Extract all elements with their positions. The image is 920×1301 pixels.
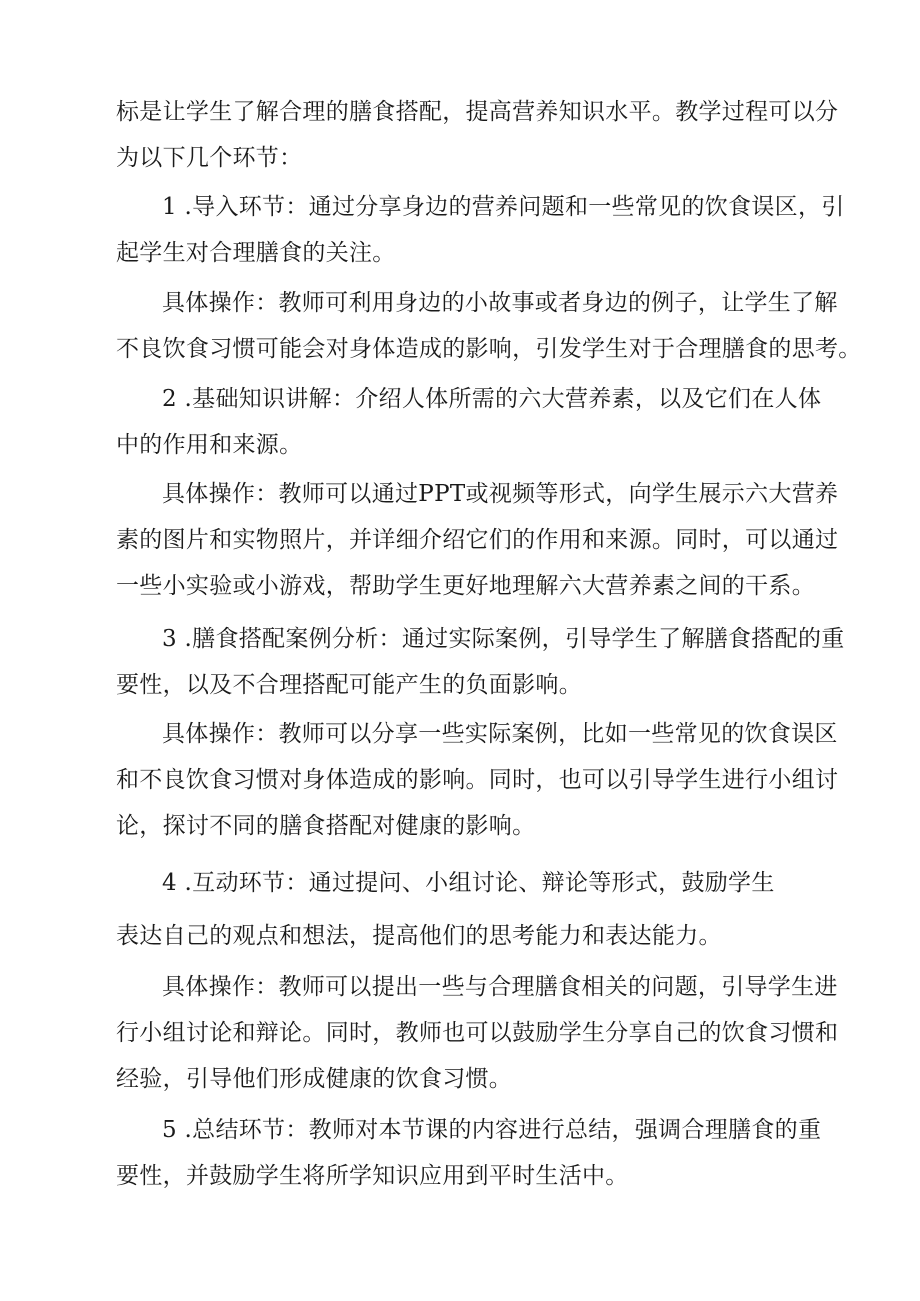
- text-line: 表达自己的观点和想法，提高他们的思考能力和表达能力。: [116, 923, 722, 949]
- section-3-heading: 3 .膳食搭配案例分析：通过实际案例，引导学生了解膳食搭配的重: [162, 626, 845, 652]
- section-1-heading: 1 .导入环节：通过分享身边的营养问题和一些常见的饮食误区，引: [162, 194, 845, 220]
- text-line: 具体操作：教师可以分享一些实际案例，比如一些常见的饮食误区: [162, 721, 838, 747]
- text-line: 论，探讨不同的膳食搭配对健康的影响。: [116, 813, 536, 839]
- text-line: 和不良饮食习惯对身体造成的影响。同时，也可以引导学生进行小组讨: [116, 767, 839, 793]
- text-line: 不良饮食习惯可能会对身体造成的影响，引发学生对于合理膳食的思考。: [116, 336, 862, 362]
- text-line: 要性，以及不合理搭配可能产生的负面影响。: [116, 672, 582, 698]
- text-line: 要性，并鼓励学生将所学知识应用到平时生活中。: [116, 1163, 629, 1189]
- text-line: 标是让学生了解合理的膳食搭配，提高营养知识水平。教学过程可以分: [116, 99, 839, 125]
- text-line: 经验，引导他们形成健康的饮食习惯。: [116, 1066, 513, 1092]
- text-line: 行小组讨论和辩论。同时，教师也可以鼓励学生分享自己的饮食习惯和: [116, 1020, 839, 1046]
- section-2-heading: 2 .基础知识讲解：介绍人体所需的六大营养素，以及它们在人体: [162, 386, 822, 412]
- text-line: 一些小实验或小游戏，帮助学生更好地理解六大营养素之间的干系。: [116, 573, 815, 599]
- section-4-heading: 4 .互动环节：通过提问、小组讨论、辩论等形式，鼓励学生: [162, 870, 775, 896]
- text-line: 为以下几个环节：: [116, 145, 303, 171]
- text-line: 具体操作：教师可利用身边的小故事或者身边的例子，让学生了解: [162, 290, 838, 316]
- text-line: 起学生对合理膳食的关注。: [116, 240, 396, 266]
- text-line: 素的图片和实物照片，并详细介绍它们的作用和来源。同时，可以通过: [116, 527, 839, 553]
- text-line: 具体操作：教师可以通过PPT或视频等形式，向学生展示六大营养: [162, 481, 839, 507]
- text-line: 中的作用和来源。: [116, 432, 303, 458]
- text-line: 具体操作：教师可以提出一些与合理膳食相关的问题，引导学生进: [162, 974, 838, 1000]
- section-5-heading: 5 .总结环节：教师对本节课的内容进行总结，强调合理膳食的重: [162, 1117, 822, 1143]
